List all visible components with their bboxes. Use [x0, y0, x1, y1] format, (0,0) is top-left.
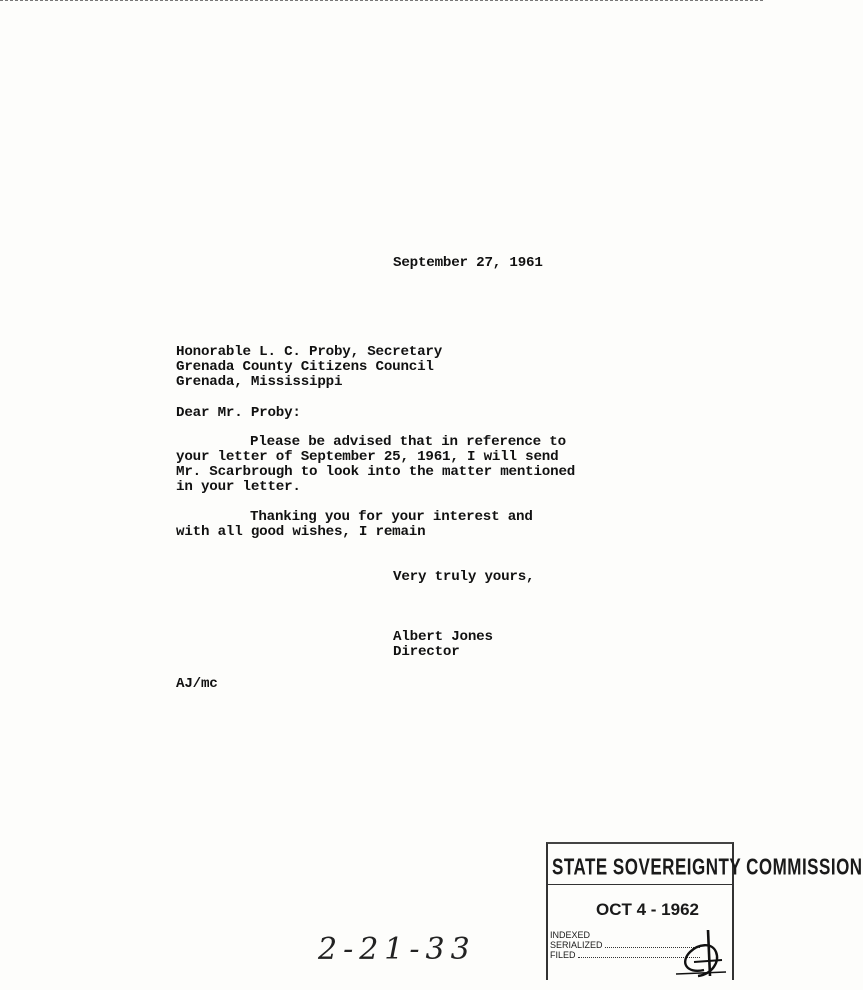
salutation: Dear Mr. Proby:	[176, 405, 301, 421]
paragraph-1-line-1: Please be advised that in reference to	[250, 434, 566, 450]
letter-date: September 27, 1961	[393, 255, 543, 271]
paragraph-1-line-3: Mr. Scarbrough to look into the matter mentioned	[176, 464, 576, 480]
stamp-date: OCT 4 - 1962	[596, 900, 699, 919]
address-line-3: Grenada, Mississippi	[176, 374, 343, 390]
signer-title: Director	[393, 644, 460, 660]
stamp-field-label: INDEXED	[550, 930, 591, 940]
typist-initials: AJ/mc	[176, 676, 218, 692]
paragraph-2-line-2: with all good wishes, I remain	[176, 524, 426, 540]
signer-name: Albert Jones	[393, 629, 493, 645]
complimentary-close: Very truly yours,	[393, 569, 535, 585]
stamp-field-label: FILED	[550, 950, 576, 960]
handwritten-file-number: 2-21-33	[318, 932, 476, 967]
commission-stamp	[546, 842, 863, 980]
stamp-field-label: SERIALIZED	[550, 940, 603, 950]
address-line-2: Grenada County Citizens Council	[176, 359, 434, 375]
paragraph-1-line-4: in your letter.	[176, 479, 301, 495]
page-top-edge	[0, 0, 763, 6]
paragraph-1-line-2: your letter of September 25, 1961, I will send	[176, 449, 559, 465]
stamp-title: STATE SOVEREIGNTY COMMISSION	[552, 854, 863, 880]
paragraph-2-line-1: Thanking you for your interest and	[250, 509, 533, 525]
address-line-1: Honorable L. C. Proby, Secretary	[176, 344, 443, 360]
handwritten-mark-icon	[668, 922, 728, 980]
stamp-divider	[548, 884, 732, 885]
